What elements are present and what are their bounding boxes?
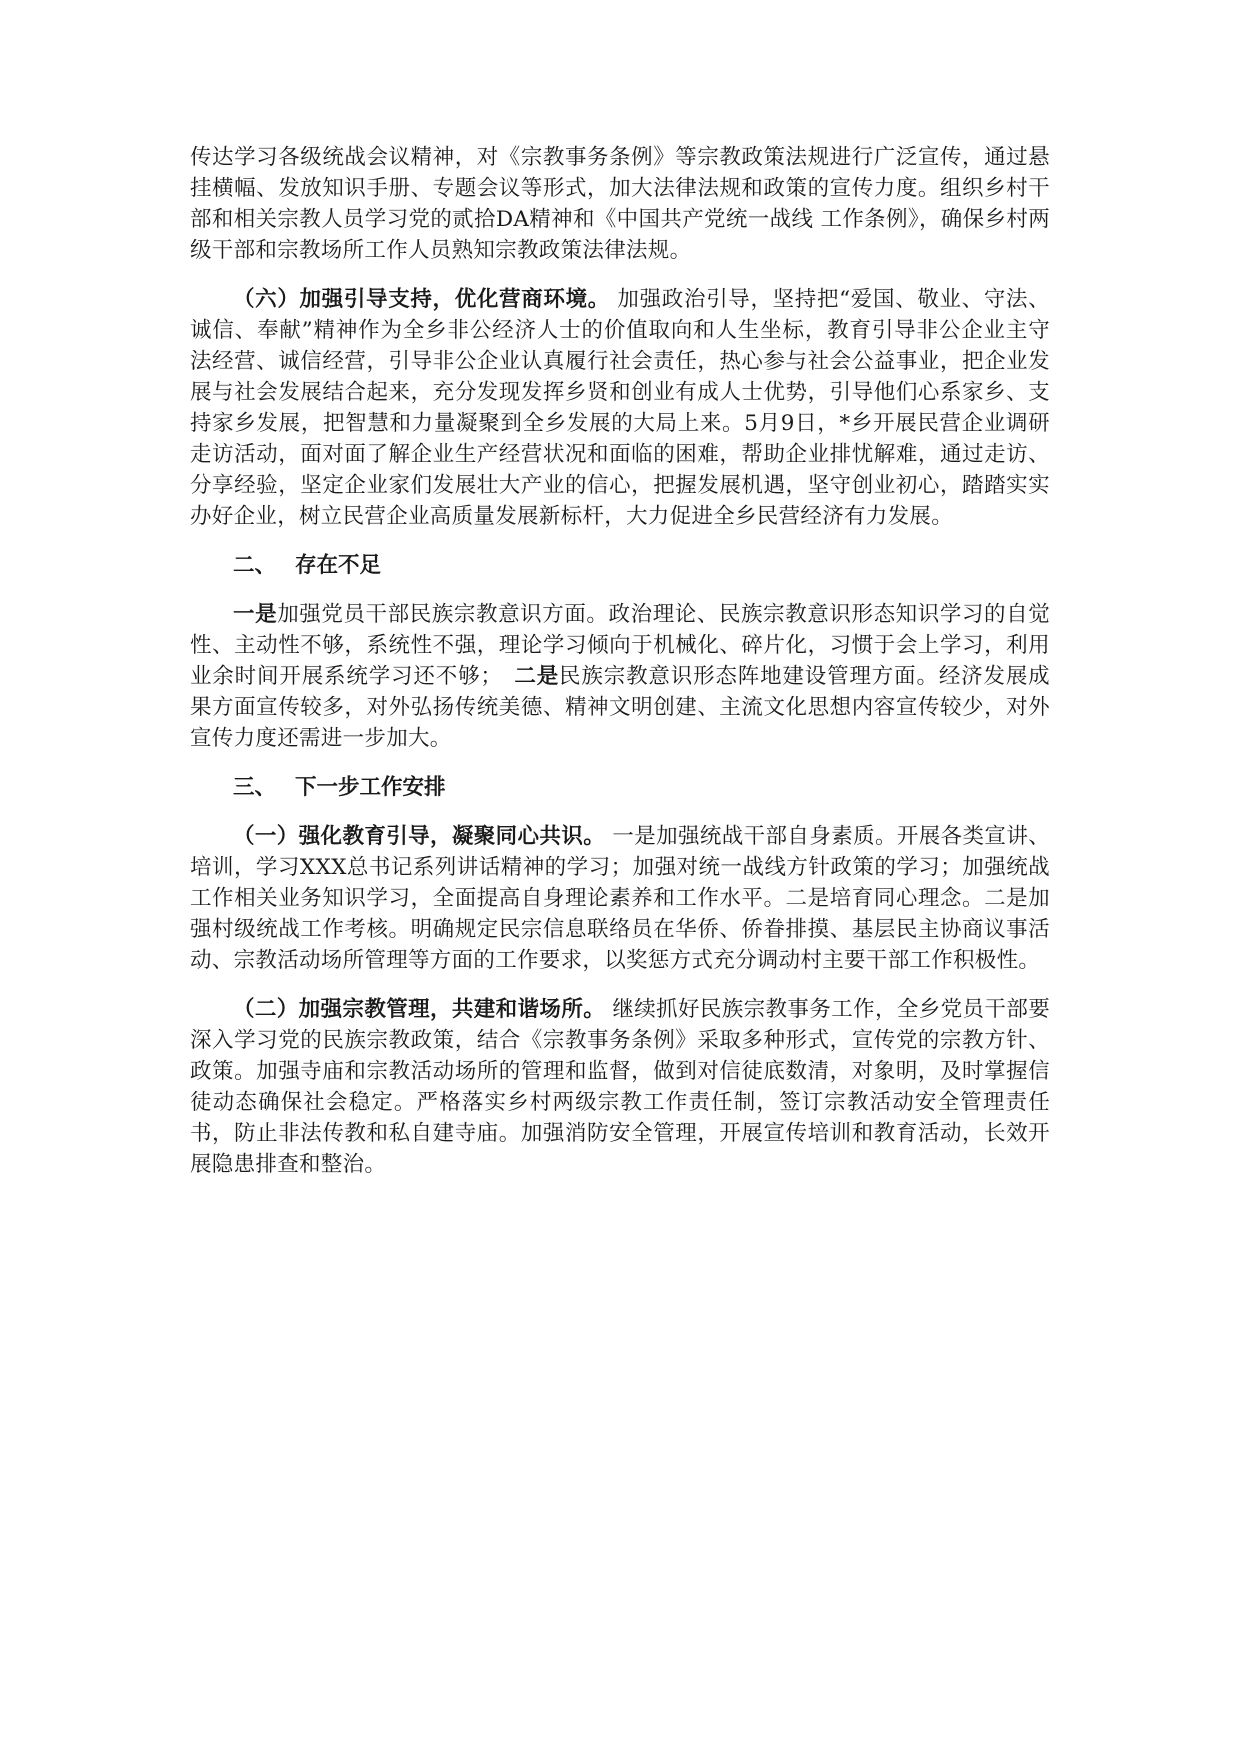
section-title: 下一步工作安排 [295,775,446,800]
paragraph-text: 传达学习各级统战会议精神，对《宗教事务条例》等宗教政策法规进行广泛宣传，通过悬挂横幅、发放知识手册、专题会议等形式，加大法律法规和政策的宣传力度。组织乡村干部和相关宗教人员学习党的贰拾DA精神和《中国共产党统一战线 工作条例》，确保乡村两级干部和宗教场所工作人员熟知宗教政策法律法规。 [190,145,1050,263]
paragraph-lead: （一）强化教育引导，凝聚同心共识。 [233,824,606,849]
paragraph-text: 继续抓好民族宗教事务工作，全乡党员干部要深入学习党的民族宗教政策，结合《宗教事务条例》采取多种形式，宣传党的宗教方针、政策。加强寺庙和宗教活动场所的管理和监督，做到对信徒底数清，对象明，及时掌握信徒动态确保社会稳定。严格落实乡村两级宗教工作责任制，签订宗教活动安全管理责任书，防止非法传教和私自建寺庙。加强消防安全管理，开展宣传培训和教育活动，长效开展隐患排查和整治。 [190,997,1051,1177]
paragraph-lead: （六）加强引导支持，优化营商环境。 [233,287,610,312]
paragraph-business-environment [190,284,1050,532]
section-number: 三、 [233,775,277,800]
section-heading-shortcomings [190,550,1050,581]
paragraph-text: 一是加强统战干部自身素质。开展各类宣讲、培训，学习XXX总书记系列讲话精神的学习；加强对统一战线方针政策的学习；加强统战工作相关业务知识学习，全面提高自身理论素养和工作水平。二是培育同心理念。二是加强村级统战工作考核。明确规定民宗信息联络员在华侨、侨眷排摸、基层民主协商议事活动、宗教活动场所管理等方面的工作要求，以奖惩方式充分调动村主要干部工作积极性。 [190,824,1051,973]
section-heading-next-steps [190,772,1050,803]
paragraph-religious-management [190,994,1050,1180]
paragraph-lead: （二）加强宗教管理，共建和谐场所。 [233,997,606,1022]
paragraph-propaganda [190,142,1050,266]
document-page [190,142,1050,1198]
paragraph-text: 加强政治引导，坚持把“爱国、敬业、守法、诚信、奉献”精神作为全乡非公经济人士的价值取向和人生坐标，教育引导非公企业主守法经营、诚信经营，引导非公企业认真履行社会责任，热心参与社会公益事业，把企业发展与社会发展结合起来，充分发现发挥乡贤和创业有成人士优势，引导他们心系家乡、支持家乡发展，把智慧和力量凝聚到全乡发展的大局上来。5月9日，*乡开展民营企业调研走访活动，面对面了解企业生产经营状况和面临的困难，帮助企业排忧解难，通过走访、分享经验，坚定企业家们发展壮大产业的信心，把握发展机遇，坚守创业初心，踏踏实实办好企业，树立民营企业高质量发展新标杆，大力促进全乡民营经济有力发展。 [190,287,1050,529]
paragraph-education-guidance [190,821,1050,976]
paragraph-text: 民族宗教意识形态阵地建设管理方面。经济发展成果方面宣传较多，对外弘扬传统美德、精神文明创建、主流文化思想内容宣传较少，对外宣传力度还需进一步加大。 [190,664,1050,751]
section-title: 存在不足 [295,553,382,578]
paragraph-shortcomings [190,599,1050,754]
paragraph-text: 加强党员干部民族宗教意识方面。政治理论、民族宗教意识形态知识学习的自觉性、主动性不够，系统性不强，理论学习倾向于机械化、碎片化，习惯于会上学习，利用业余时间开展系统学习还不够； [190,602,1050,689]
paragraph-lead: 一是 [233,602,278,627]
paragraph-lead: 二是 [514,664,560,689]
section-number: 二、 [233,553,277,578]
